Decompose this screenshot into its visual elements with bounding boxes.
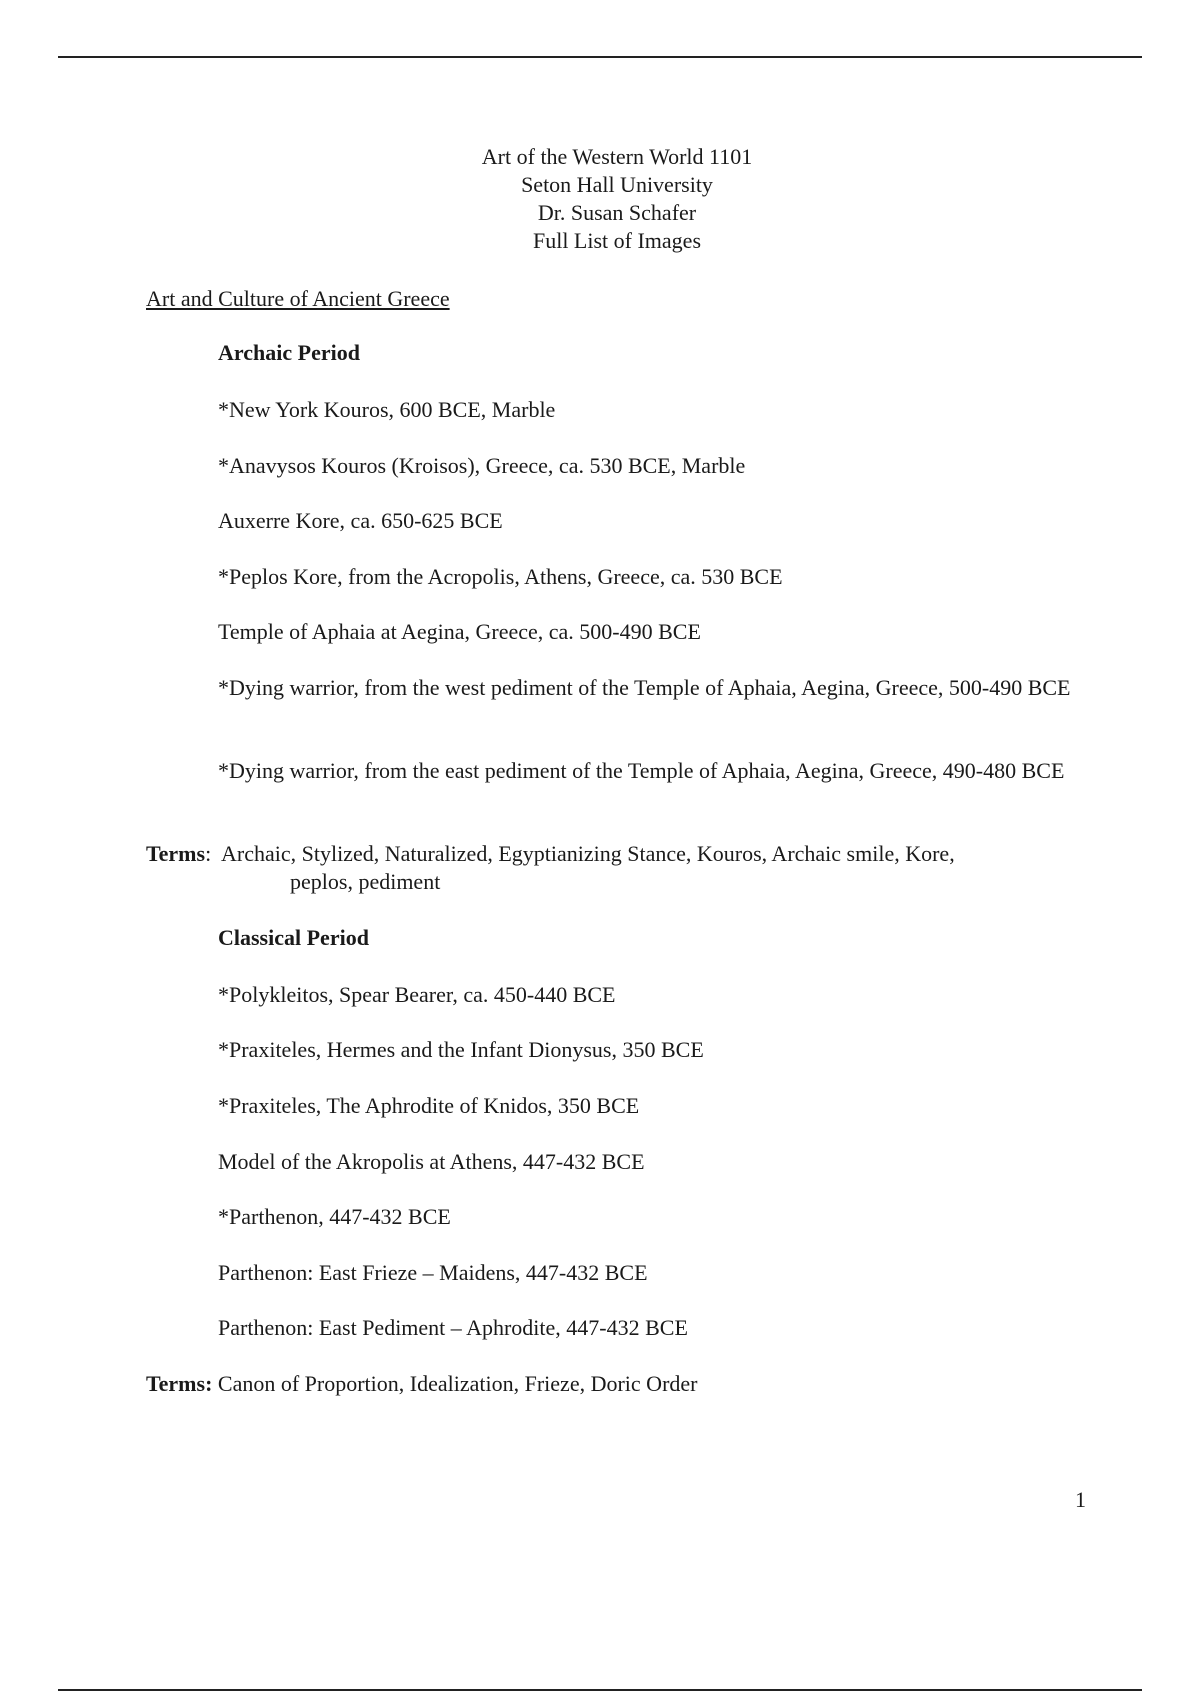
list-item: *New York Kouros, 600 BCE, Marble: [218, 397, 556, 422]
classical-period-heading: Classical Period: [218, 925, 369, 950]
list-item: *Peplos Kore, from the Acropolis, Athens, Greece, ca. 530 BCE: [218, 564, 783, 589]
section-title: Art and Culture of Ancient Greece: [146, 286, 450, 311]
list-item: Parthenon: East Pediment – Aphrodite, 447-432 BCE: [218, 1315, 688, 1340]
list-item: Model of the Akropolis at Athens, 447-432 BCE: [218, 1149, 645, 1174]
list-item: *Praxiteles, The Aphrodite of Knidos, 350 BCE: [218, 1093, 640, 1118]
list-item: *Praxiteles, Hermes and the Infant Dionysus, 350 BCE: [218, 1037, 704, 1062]
bottom-rule: [58, 1689, 1142, 1691]
list-item: Auxerre Kore, ca. 650-625 BCE: [218, 508, 503, 533]
terms-text: Archaic, Stylized, Naturalized, Egyptianizing Stance, Kouros, Archaic smile, Kore,: [220, 841, 955, 866]
course-title: Art of the Western World 1101: [481, 144, 753, 169]
document-header: [0, 143, 1200, 255]
university-name: Seton Hall University: [521, 172, 713, 197]
classical-terms: [146, 1370, 1046, 1398]
top-rule: [58, 56, 1142, 58]
archaic-period-heading: Archaic Period: [218, 340, 360, 365]
list-item: *Dying warrior, from the east pediment of the Temple of Aphaia, Aegina, Greece, 490-480 BCE: [218, 758, 1065, 783]
terms-text: Canon of Proportion, Idealization, Frieze, Doric Order: [217, 1371, 698, 1396]
instructor-name: Dr. Susan Schafer: [537, 200, 697, 225]
archaic-terms: Terms: Archaic, Stylized, Naturalized, Egyptianizing Stance, Kouros, Archaic smile, Kore, peplos, pediment: [146, 840, 1046, 896]
list-item: *Parthenon, 447-432 BCE: [218, 1204, 451, 1229]
list-item: *Polykleitos, Spear Bearer, ca. 450-440 BCE: [218, 982, 616, 1007]
list-item: Temple of Aphaia at Aegina, Greece, ca. 500-490 BCE: [218, 619, 701, 644]
terms-label: Terms:: [146, 1371, 213, 1396]
list-title: Full List of Images: [532, 228, 702, 253]
page-number: 1: [1075, 1487, 1086, 1512]
list-item: *Dying warrior, from the west pediment of the Temple of Aphaia, Aegina, Greece, 500-490 BCE: [218, 675, 1071, 700]
list-item: *Anavysos Kouros (Kroisos), Greece, ca. 530 BCE, Marble: [218, 453, 746, 478]
list-item: Parthenon: East Frieze – Maidens, 447-432 BCE: [218, 1260, 648, 1285]
terms-text-continued: peplos, pediment: [290, 869, 441, 894]
terms-label: Terms: [146, 841, 206, 866]
